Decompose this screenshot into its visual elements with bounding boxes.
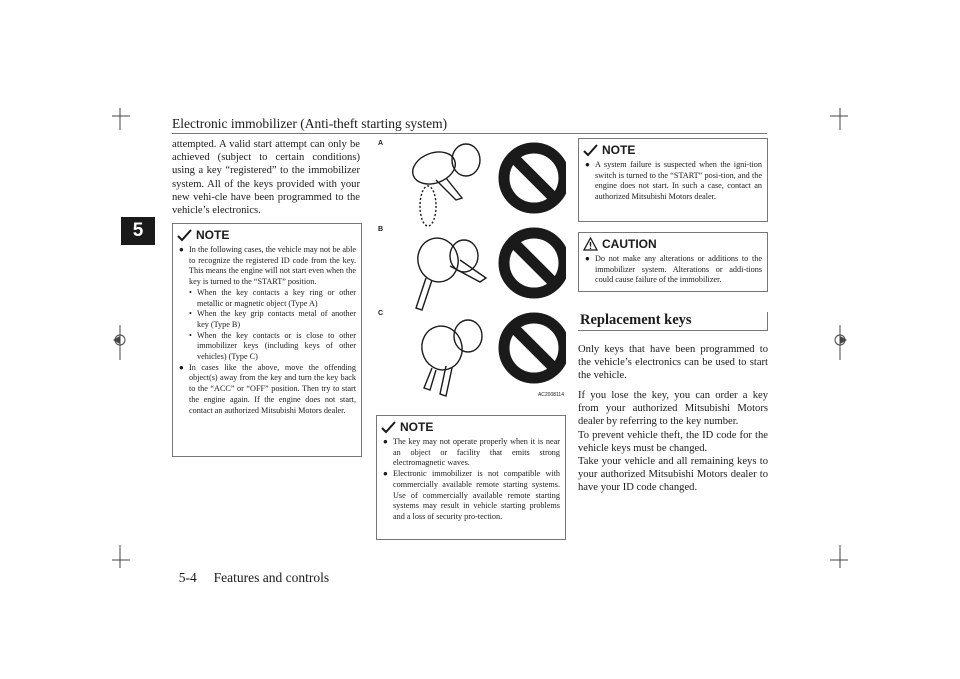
note-header [381, 419, 565, 434]
note-header [583, 142, 767, 157]
intro-paragraph: attempted. A valid start attempt can only be achieved (subject to certain conditions) using a key “registered” to the immobilizer system. All of the keys provided with your new vehi-cle have been programmed to the vehicle’s electronics. [172, 139, 360, 217]
list-item: ● Electronic immobilizer is not compatible with commercially available remote starting systems. Use of commercially available remote starting systems may result in vehicle starting problems and a loss of security pro-tection. [383, 469, 560, 521]
list-item: • When the key contacts a key ring or other metallic or magnetic object (Type A) [189, 287, 356, 308]
key-interference-figure [376, 138, 566, 404]
note-box-middle [376, 415, 566, 540]
figure-code: AC2008114 [537, 392, 564, 398]
caution-label: CAUTION [602, 236, 657, 251]
list-item: • When the key grip contacts metal of another key (Type B) [189, 309, 356, 329]
key-illustration [376, 138, 566, 404]
replacement-paragraph-2: If you lose the key, you can order a key from your authorized Mitsubishi Motors dealer by referring to the key number. [578, 390, 768, 428]
note-label: NOTE [602, 142, 636, 157]
page-number: 5-4 [178, 570, 197, 585]
section-heading: Replacement keys [580, 312, 692, 328]
header-rule [172, 133, 767, 134]
note-label: NOTE [196, 227, 230, 242]
heading-rule-end [767, 312, 768, 331]
replacement-paragraph-4: Take your vehicle and all remaining keys to your authorized Mitsubishi Motors dealer to have your ID code changed. [578, 456, 768, 494]
figure-label-a: A [378, 140, 384, 147]
footer-section: Features and controls [213, 570, 330, 585]
figure-label-c: C [378, 310, 384, 317]
note-body [377, 437, 565, 523]
caution-box [578, 232, 768, 292]
note-label: NOTE [400, 419, 434, 434]
warning-triangle-icon [583, 237, 598, 251]
list-item: ● In the following cases, the vehicle may not be able to recognize the registered ID code from the key. This means the engine will not start even when the key is turned to the “START” position. [179, 245, 356, 287]
pencil-check-icon [583, 143, 598, 157]
pencil-check-icon [381, 420, 396, 434]
list-item: ● In cases like the above, move the offending object(s) away from the key and turn the key back to the “ACC” or “OFF” position. Then try to start the engine again. If the engine does not start, contact an authorized Mitsubishi Motors dealer. [179, 362, 356, 415]
note-header [177, 227, 361, 242]
replacement-paragraph-3: To prevent vehicle theft, the ID code for the vehicle keys must be changed. [578, 430, 768, 455]
list-item: ● Do not make any alterations or additions to the immobilizer system. Alterations or addi-tions could cause failure of the immobilizer. [585, 254, 762, 285]
chapter-tab: 5 [121, 217, 155, 245]
note-box-right [578, 138, 768, 222]
note-box-left [172, 223, 362, 457]
page-header-title: Electronic immobilizer (Anti-theft starting system) [172, 116, 448, 131]
pencil-check-icon [177, 228, 192, 242]
list-item: ● A system failure is suspected when the igni-tion switch is turned to the “START” posi-tion, and the engine does not start. In such a case, contact an authorized Mitsubishi Motors dealer. [585, 160, 762, 202]
note-body [579, 160, 767, 203]
heading-rule [578, 330, 768, 331]
replacement-paragraph-1: Only keys that have been programmed to the vehicle’s electronics can be used to start the vehicle. [578, 344, 768, 382]
list-item: • When the key contacts or is close to other immobilizer keys (including keys of other vehicles) (Type C) [189, 330, 356, 362]
list-item: ● The key may not operate properly when it is near an object or facility that emits strong electromagnetic waves. [383, 437, 560, 468]
caution-body [579, 254, 767, 286]
figure-label-b: B [378, 226, 384, 233]
caution-header [583, 236, 767, 251]
page-footer [172, 554, 329, 586]
note-body [173, 245, 361, 416]
